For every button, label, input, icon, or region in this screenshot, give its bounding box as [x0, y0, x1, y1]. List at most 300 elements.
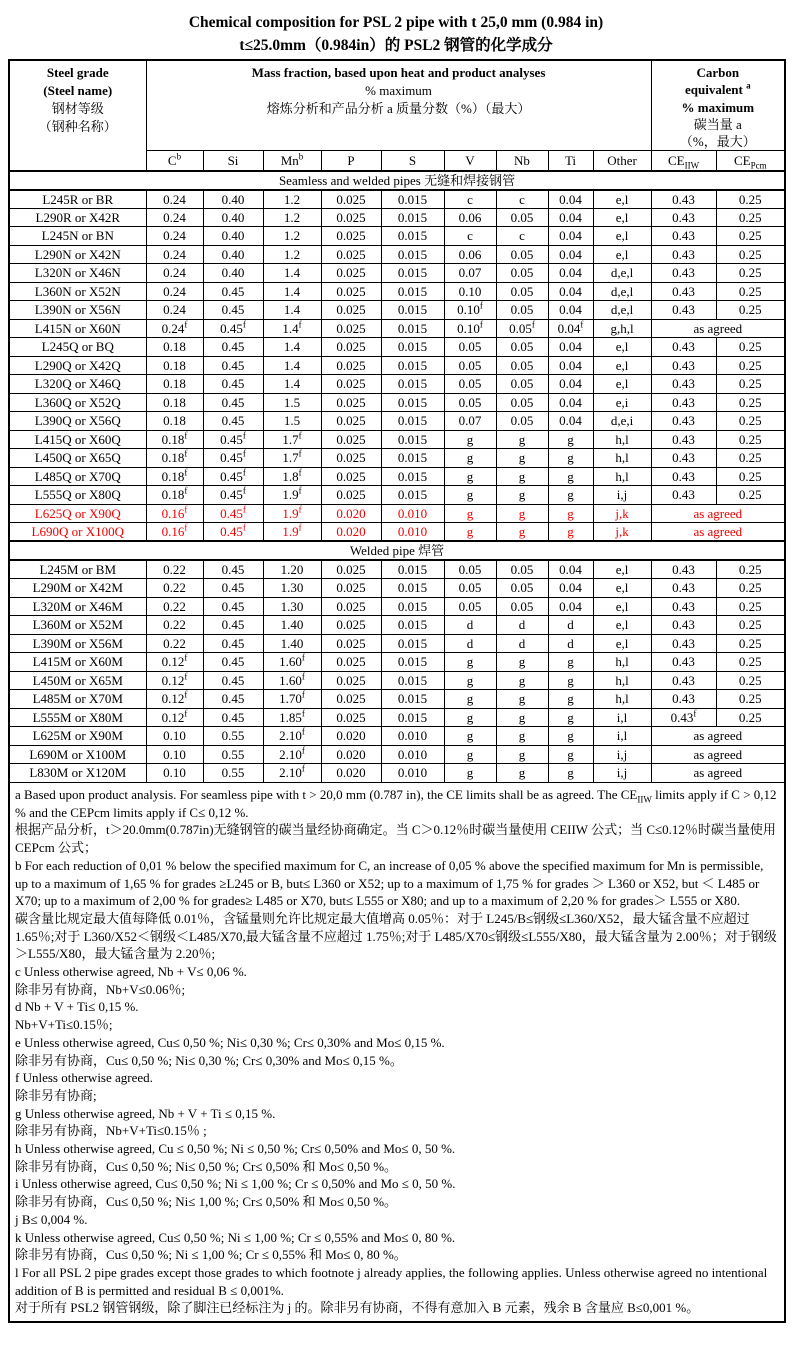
value-cell: 2.10$^f$ [263, 727, 321, 746]
value-cell: 1.60$^f$ [263, 653, 321, 672]
footnote-line: i Unless otherwise agreed, Cu≤ 0,50 %; Ni ≤ 1,00 %; Cr ≤ 0,50% and Mo ≤ 0, 50 %. [15, 1176, 456, 1192]
grade-cell: L245M or BM [9, 560, 146, 579]
value-cell: 1.4 [263, 356, 321, 375]
value-cell: 0.43 [651, 634, 716, 653]
value-cell: e,l [593, 579, 651, 598]
footnote-line: 根据产品分析，t＞20.0mm(0.787in)无缝钢管的碳当量经协商确定。当 C＞0.12％时碳当量使用 CEIIW 公式；当 C≤0.12％时碳当量使用 CEPcm 公式； [15, 822, 776, 856]
value-cell: 0.43 [651, 690, 716, 709]
value-cell: 0.025 [321, 282, 381, 301]
value-cell: g [548, 690, 593, 709]
table-row [9, 245, 785, 264]
value-cell: 0.05 [444, 356, 496, 375]
value-cell: 0.10$^f$ [444, 319, 496, 338]
value-cell: 0.25 [716, 634, 785, 653]
value-cell: 0.025 [321, 301, 381, 320]
footnote-line: a Based upon product analysis. For seamless pipe with t > 20,0 mm (0.787 in), the CE limits shall be as agreed. The $CE_{IIW}$ limits apply if C > 0,12 % and the CEPcm limits apply if C≤ 0,12 %. [15, 786, 777, 820]
value-cell: 0.43 [651, 579, 716, 598]
value-cell: e,l [593, 356, 651, 375]
value-cell: 0.05 [496, 560, 548, 579]
value-cell: 0.25 [716, 208, 785, 227]
grade-cell: L415N or X60N [9, 319, 146, 338]
footnote-line: Nb+V+Ti≤0.15％; [15, 1017, 113, 1033]
value-cell: 1.5 [263, 412, 321, 431]
value-cell: 1.9$^f$ [263, 486, 321, 505]
value-cell: 1.2 [263, 245, 321, 264]
grade-cell: L290R or X42R [9, 208, 146, 227]
value-cell: e,l [593, 245, 651, 264]
value-cell: 0.025 [321, 486, 381, 505]
value-cell: g,h,l [593, 319, 651, 338]
footnote-line: c Unless otherwise agreed, Nb + V≤ 0,06 %. [15, 964, 247, 980]
value-cell: 0.18 [146, 356, 203, 375]
value-cell: g [496, 653, 548, 672]
value-cell: 0.16$^f$ [146, 523, 203, 542]
value-cell: 0.015 [381, 264, 444, 283]
value-cell: 2.10$^f$ [263, 764, 321, 783]
value-cell: 0.12$^f$ [146, 690, 203, 709]
table-body [9, 171, 785, 783]
table-row [9, 375, 785, 394]
footnote-line: 除非另有协商，Cu≤ 0,50 %; Ni≤ 0,50 %; Cr≤ 0,50% 和 Mo≤ 0,50 %。 [15, 1158, 398, 1174]
value-cell: 0.43 [651, 597, 716, 616]
value-cell: 0.25 [716, 264, 785, 283]
value-cell: 0.05 [444, 375, 496, 394]
grade-cell: L245R or BR [9, 190, 146, 209]
value-cell: g [548, 486, 593, 505]
value-cell: 0.015 [381, 412, 444, 431]
value-cell: 0.45 [203, 338, 263, 357]
footnote-line: e Unless otherwise agreed, Cu≤ 0,50 %; Ni≤ 0,30 %; Cr≤ 0,30% and Mo≤ 0,15 %. [15, 1034, 445, 1050]
value-cell: g [444, 467, 496, 486]
value-cell: 0.06 [444, 208, 496, 227]
value-cell: 0.015 [381, 467, 444, 486]
grade-cell: L690Q or X100Q [9, 523, 146, 542]
value-cell: 0.43 [651, 393, 716, 412]
value-cell: 0.25 [716, 616, 785, 635]
value-cell: 0.05 [496, 208, 548, 227]
value-cell: 0.015 [381, 393, 444, 412]
grade-cell: L555M or X80M [9, 708, 146, 727]
value-cell: 1.8$^f$ [263, 467, 321, 486]
value-cell: 1.40 [263, 616, 321, 635]
value-cell: as agreed [651, 319, 785, 338]
value-cell: 1.20 [263, 560, 321, 579]
value-cell: 0.43 [651, 560, 716, 579]
value-cell: 0.05 [496, 301, 548, 320]
value-cell: 0.025 [321, 467, 381, 486]
value-cell: g [548, 764, 593, 783]
value-cell: 0.025 [321, 208, 381, 227]
value-cell: 1.4 [263, 375, 321, 394]
footnote-line: f Unless otherwise agreed. [15, 1070, 153, 1086]
value-cell: 0.020 [321, 727, 381, 746]
value-cell: g [548, 745, 593, 764]
value-cell: h,l [593, 690, 651, 709]
value-cell: 1.4$^f$ [263, 319, 321, 338]
grade-cell: L390M or X56M [9, 634, 146, 653]
value-cell: 0.43 [651, 264, 716, 283]
grade-cell: L320M or X46M [9, 597, 146, 616]
value-cell: c [444, 227, 496, 246]
value-cell: 0.010 [381, 504, 444, 523]
value-cell: 0.43 [651, 467, 716, 486]
steel-grade-header-en1: Steel grade [46, 65, 109, 80]
value-cell: as agreed [651, 523, 785, 542]
value-cell: 0.45$^f$ [203, 319, 263, 338]
value-cell: 0.10 [444, 282, 496, 301]
value-cell: d,e,l [593, 264, 651, 283]
footnote-line: 除非另有协商，Nb+V+Ti≤0.15％ ; [15, 1123, 207, 1139]
footnote-line: 对于所有 PSL2 钢管钢级，除了脚注已经标注为 j 的。除非另有协商，不得有意加入 B 元素，残余 B 含量应 B≤0,001 %。 [15, 1300, 700, 1316]
grade-cell: L450Q or X65Q [9, 449, 146, 468]
table-row [9, 634, 785, 653]
value-cell: 0.18$^f$ [146, 486, 203, 505]
value-cell: 0.55 [203, 764, 263, 783]
value-cell: 0.07 [444, 264, 496, 283]
value-cell: e,l [593, 560, 651, 579]
value-cell: 0.04 [548, 356, 593, 375]
value-cell: 1.4 [263, 264, 321, 283]
table-row [9, 393, 785, 412]
value-cell: g [444, 671, 496, 690]
grade-cell: L485Q or X70Q [9, 467, 146, 486]
chemical-composition-table [8, 59, 786, 1323]
value-cell: g [548, 708, 593, 727]
grade-cell: L290N or X42N [9, 245, 146, 264]
column-header: S [381, 151, 444, 171]
value-cell: g [548, 504, 593, 523]
value-cell: i,l [593, 727, 651, 746]
column-header: $C^b$ [146, 151, 203, 171]
value-cell: 0.05 [496, 338, 548, 357]
value-cell: i,l [593, 708, 651, 727]
value-cell: 0.015 [381, 597, 444, 616]
value-cell: 0.12$^f$ [146, 671, 203, 690]
value-cell: 1.2 [263, 190, 321, 209]
value-cell: 1.85$^f$ [263, 708, 321, 727]
table-row [9, 708, 785, 727]
value-cell: 0.45$^f$ [203, 486, 263, 505]
footnote-line: h Unless otherwise agreed, Cu ≤ 0,50 %; Ni ≤ 0,50 %; Cr≤ 0,50% and Mo≤ 0, 50 %. [15, 1141, 456, 1157]
value-cell: 0.06 [444, 245, 496, 264]
value-cell: 0.25 [716, 375, 785, 394]
value-cell: 0.025 [321, 393, 381, 412]
table-row [9, 208, 785, 227]
value-cell: 0.43 [651, 190, 716, 209]
grade-cell: L320Q or X46Q [9, 375, 146, 394]
value-cell: 0.05 [444, 393, 496, 412]
value-cell: d [444, 616, 496, 635]
value-cell: 0.10 [146, 727, 203, 746]
value-cell: 0.025 [321, 634, 381, 653]
column-header: Other [593, 151, 651, 171]
value-cell: as agreed [651, 504, 785, 523]
footnote-line: g Unless otherwise agreed, Nb + V + Ti ≤ 0,15 %. [15, 1105, 276, 1121]
value-cell: 1.40 [263, 634, 321, 653]
footnote-line: b For each reduction of 0,01 % below the specified maximum for C, an increase of 0,05 % above the specified maximum for Mn is permissible, up to a maximum of 1,65 % for grades ≥L245 or B, but≤ L360 or X52; up to a maximum of 1,75 % for grades ＞ L360 or X52, but ＜ L485 or X70; up to a maximum of 2,00 % for grades≥ L485 or X70, but≤ L555 or X80; and up to a maximum of 2,20 % for grades＞ L555 or X80. [15, 857, 764, 909]
grade-cell: L390N or X56N [9, 301, 146, 320]
table-row [9, 579, 785, 598]
section-label: Seamless and welded pipes 无缝和焊接钢管 [9, 171, 785, 190]
value-cell: 0.25 [716, 690, 785, 709]
value-cell: d,e,l [593, 282, 651, 301]
column-header: P [321, 151, 381, 171]
carbon-equivalent-header-en1: Carbon [696, 65, 740, 80]
table-row [9, 727, 785, 746]
value-cell: 0.015 [381, 560, 444, 579]
value-cell: 0.43 [651, 671, 716, 690]
table-row [9, 560, 785, 579]
value-cell: 0.015 [381, 245, 444, 264]
footnote-line: k Unless otherwise agreed, Cu≤ 0,50 %; Ni ≤ 1,00 %; Cr ≤ 0,55% and Mo≤ 0, 80 %. [15, 1229, 456, 1245]
value-cell: 0.22 [146, 616, 203, 635]
value-cell: 0.04 [548, 412, 593, 431]
value-cell: 0.015 [381, 227, 444, 246]
footnotes [9, 782, 785, 1322]
value-cell: 0.04 [548, 579, 593, 598]
value-cell: j,k [593, 504, 651, 523]
value-cell: 0.45 [203, 708, 263, 727]
value-cell: 0.10 [146, 764, 203, 783]
table-row [9, 227, 785, 246]
value-cell: 0.22 [146, 579, 203, 598]
footnote-line: j B≤ 0,004 %. [15, 1211, 88, 1227]
value-cell: 0.015 [381, 634, 444, 653]
value-cell: 0.04 [548, 245, 593, 264]
value-cell: 0.010 [381, 523, 444, 542]
value-cell: 0.05$^f$ [496, 319, 548, 338]
table-row [9, 282, 785, 301]
carbon-equivalent-header-zh2: （%，最大） [679, 134, 756, 150]
value-cell: 0.40 [203, 264, 263, 283]
value-cell: 0.07 [444, 412, 496, 431]
value-cell: e,l [593, 227, 651, 246]
value-cell: 0.45 [203, 412, 263, 431]
title-line-chinese: t≤25.0mm（0.984in）的 PSL2 钢管的化学成分 [239, 37, 553, 54]
value-cell: 0.45$^f$ [203, 449, 263, 468]
value-cell: g [548, 449, 593, 468]
value-cell: 0.12$^f$ [146, 708, 203, 727]
value-cell: 0.025 [321, 319, 381, 338]
value-cell: 0.25 [716, 449, 785, 468]
value-cell: 0.05 [496, 282, 548, 301]
value-cell: 0.04 [548, 338, 593, 357]
value-cell: e,l [593, 208, 651, 227]
value-cell: 0.24 [146, 301, 203, 320]
value-cell: 0.43 [651, 301, 716, 320]
value-cell: 0.015 [381, 616, 444, 635]
value-cell: 0.025 [321, 356, 381, 375]
value-cell: 0.25 [716, 393, 785, 412]
value-cell: 0.25 [716, 227, 785, 246]
value-cell: c [496, 227, 548, 246]
value-cell: 0.16$^f$ [146, 504, 203, 523]
grade-cell: L245N or BN [9, 227, 146, 246]
value-cell: g [496, 523, 548, 542]
value-cell: 0.05 [496, 375, 548, 394]
value-cell: 0.025 [321, 245, 381, 264]
value-cell: 0.24 [146, 190, 203, 209]
title-line-english: Chemical composition for PSL 2 pipe with t 25,0 mm (0.984 in) [188, 14, 604, 31]
value-cell: 0.45 [203, 579, 263, 598]
value-cell: 0.020 [321, 745, 381, 764]
value-cell: 0.05 [496, 412, 548, 431]
value-cell: g [444, 708, 496, 727]
value-cell: 0.45 [203, 616, 263, 635]
value-cell: 0.45 [203, 282, 263, 301]
value-cell: 0.10$^f$ [444, 301, 496, 320]
value-cell: 1.4 [263, 301, 321, 320]
value-cell: 0.025 [321, 412, 381, 431]
value-cell: 0.04 [548, 375, 593, 394]
value-cell: 0.015 [381, 208, 444, 227]
mass-fraction-header-max: % maximum [365, 83, 432, 98]
value-cell: 0.25 [716, 486, 785, 505]
header-group-row [9, 60, 785, 151]
value-cell: 1.30 [263, 579, 321, 598]
value-cell: 0.43 [651, 356, 716, 375]
table-row [9, 356, 785, 375]
steel-grade-header [9, 60, 146, 171]
value-cell: g [444, 745, 496, 764]
value-cell: as agreed [651, 764, 785, 783]
value-cell: 0.40 [203, 208, 263, 227]
column-header: Nb [496, 151, 548, 171]
table-row [9, 264, 785, 283]
value-cell: 0.015 [381, 301, 444, 320]
value-cell: 0.43 [651, 227, 716, 246]
value-cell: 0.04 [548, 190, 593, 209]
value-cell: 0.10 [146, 745, 203, 764]
value-cell: g [444, 727, 496, 746]
value-cell: 0.025 [321, 653, 381, 672]
value-cell: 0.015 [381, 449, 444, 468]
value-cell: 0.40 [203, 227, 263, 246]
value-cell: 0.05 [444, 597, 496, 616]
value-cell: 0.45$^f$ [203, 504, 263, 523]
value-cell: e,l [593, 597, 651, 616]
value-cell: 0.25 [716, 597, 785, 616]
value-cell: g [548, 727, 593, 746]
value-cell: 0.45 [203, 375, 263, 394]
carbon-equivalent-header-en2: equivalent $^a$ [685, 80, 751, 98]
value-cell: g [444, 523, 496, 542]
value-cell: 0.025 [321, 597, 381, 616]
grade-cell: L555Q or X80Q [9, 486, 146, 505]
table-row [9, 449, 785, 468]
value-cell: 0.25 [716, 560, 785, 579]
value-cell: 2.10$^f$ [263, 745, 321, 764]
footnote-line: 除非另有协商，Cu≤ 0,50 %; Ni≤ 1,00 %; Cr≤ 0,50% 和 Mo≤ 0,50 %。 [15, 1194, 398, 1210]
value-cell: 0.43 [651, 245, 716, 264]
value-cell: g [496, 430, 548, 449]
table-row [9, 616, 785, 635]
footnote-line: 除非另有协商; [15, 1087, 97, 1103]
value-cell: 1.9$^f$ [263, 504, 321, 523]
value-cell: 0.025 [321, 708, 381, 727]
value-cell: e,i [593, 393, 651, 412]
value-cell: j,k [593, 523, 651, 542]
value-cell: 0.25 [716, 301, 785, 320]
value-cell: c [444, 190, 496, 209]
footnotes-row [9, 782, 785, 1322]
value-cell: 0.05 [496, 393, 548, 412]
footnote-line: d Nb + V + Ti≤ 0,15 %. [15, 999, 139, 1015]
document-title-block [0, 0, 792, 57]
value-cell: 0.40 [203, 245, 263, 264]
value-cell: 0.025 [321, 449, 381, 468]
table-row [9, 319, 785, 338]
value-cell: 0.25 [716, 282, 785, 301]
grade-cell: L415M or X60M [9, 653, 146, 672]
value-cell: 0.43 [651, 282, 716, 301]
value-cell: 1.5 [263, 393, 321, 412]
value-cell: g [496, 467, 548, 486]
value-cell: 0.015 [381, 671, 444, 690]
value-cell: 0.24 [146, 208, 203, 227]
value-cell: 0.25 [716, 579, 785, 598]
column-header: $CE_{Pcm}$ [716, 151, 785, 171]
value-cell: i,j [593, 486, 651, 505]
carbon-equivalent-header-en3: % maximum [681, 99, 755, 115]
grade-cell: L415Q or X60Q [9, 430, 146, 449]
table-row [9, 338, 785, 357]
value-cell: 1.2 [263, 208, 321, 227]
table-row [9, 412, 785, 431]
table-row [9, 486, 785, 505]
value-cell: 0.020 [321, 504, 381, 523]
value-cell: g [496, 671, 548, 690]
value-cell: 0.18 [146, 393, 203, 412]
value-cell: 0.010 [381, 727, 444, 746]
value-cell: 0.12$^f$ [146, 653, 203, 672]
value-cell: h,l [593, 653, 651, 672]
value-cell: 0.43 [651, 412, 716, 431]
column-header: $CE_{IIW}$ [651, 151, 716, 171]
column-header: V [444, 151, 496, 171]
value-cell: 1.30 [263, 597, 321, 616]
value-cell: e,l [593, 616, 651, 635]
grade-cell: L830M or X120M [9, 764, 146, 783]
value-cell: 0.40 [203, 190, 263, 209]
value-cell: 0.05 [444, 560, 496, 579]
value-cell: 0.25 [716, 653, 785, 672]
value-cell: g [496, 708, 548, 727]
grade-cell: L450M or X65M [9, 671, 146, 690]
value-cell: 0.45 [203, 597, 263, 616]
value-cell: 0.025 [321, 671, 381, 690]
value-cell: 0.015 [381, 190, 444, 209]
value-cell: 0.45$^f$ [203, 523, 263, 542]
value-cell: 0.04 [548, 264, 593, 283]
value-cell: c [496, 190, 548, 209]
value-cell: 0.25 [716, 245, 785, 264]
table-row [9, 523, 785, 542]
grade-cell: L485M or X70M [9, 690, 146, 709]
value-cell: 0.025 [321, 190, 381, 209]
value-cell: d,e,l [593, 301, 651, 320]
value-cell: 0.25 [716, 467, 785, 486]
value-cell: 0.05 [496, 597, 548, 616]
table-row [9, 690, 785, 709]
grade-cell: L625Q or X90Q [9, 504, 146, 523]
value-cell: 0.24 [146, 245, 203, 264]
value-cell: 0.025 [321, 375, 381, 394]
value-cell: 0.45 [203, 393, 263, 412]
value-cell: 0.43 [651, 338, 716, 357]
section-header-row [9, 541, 785, 560]
value-cell: g [444, 504, 496, 523]
